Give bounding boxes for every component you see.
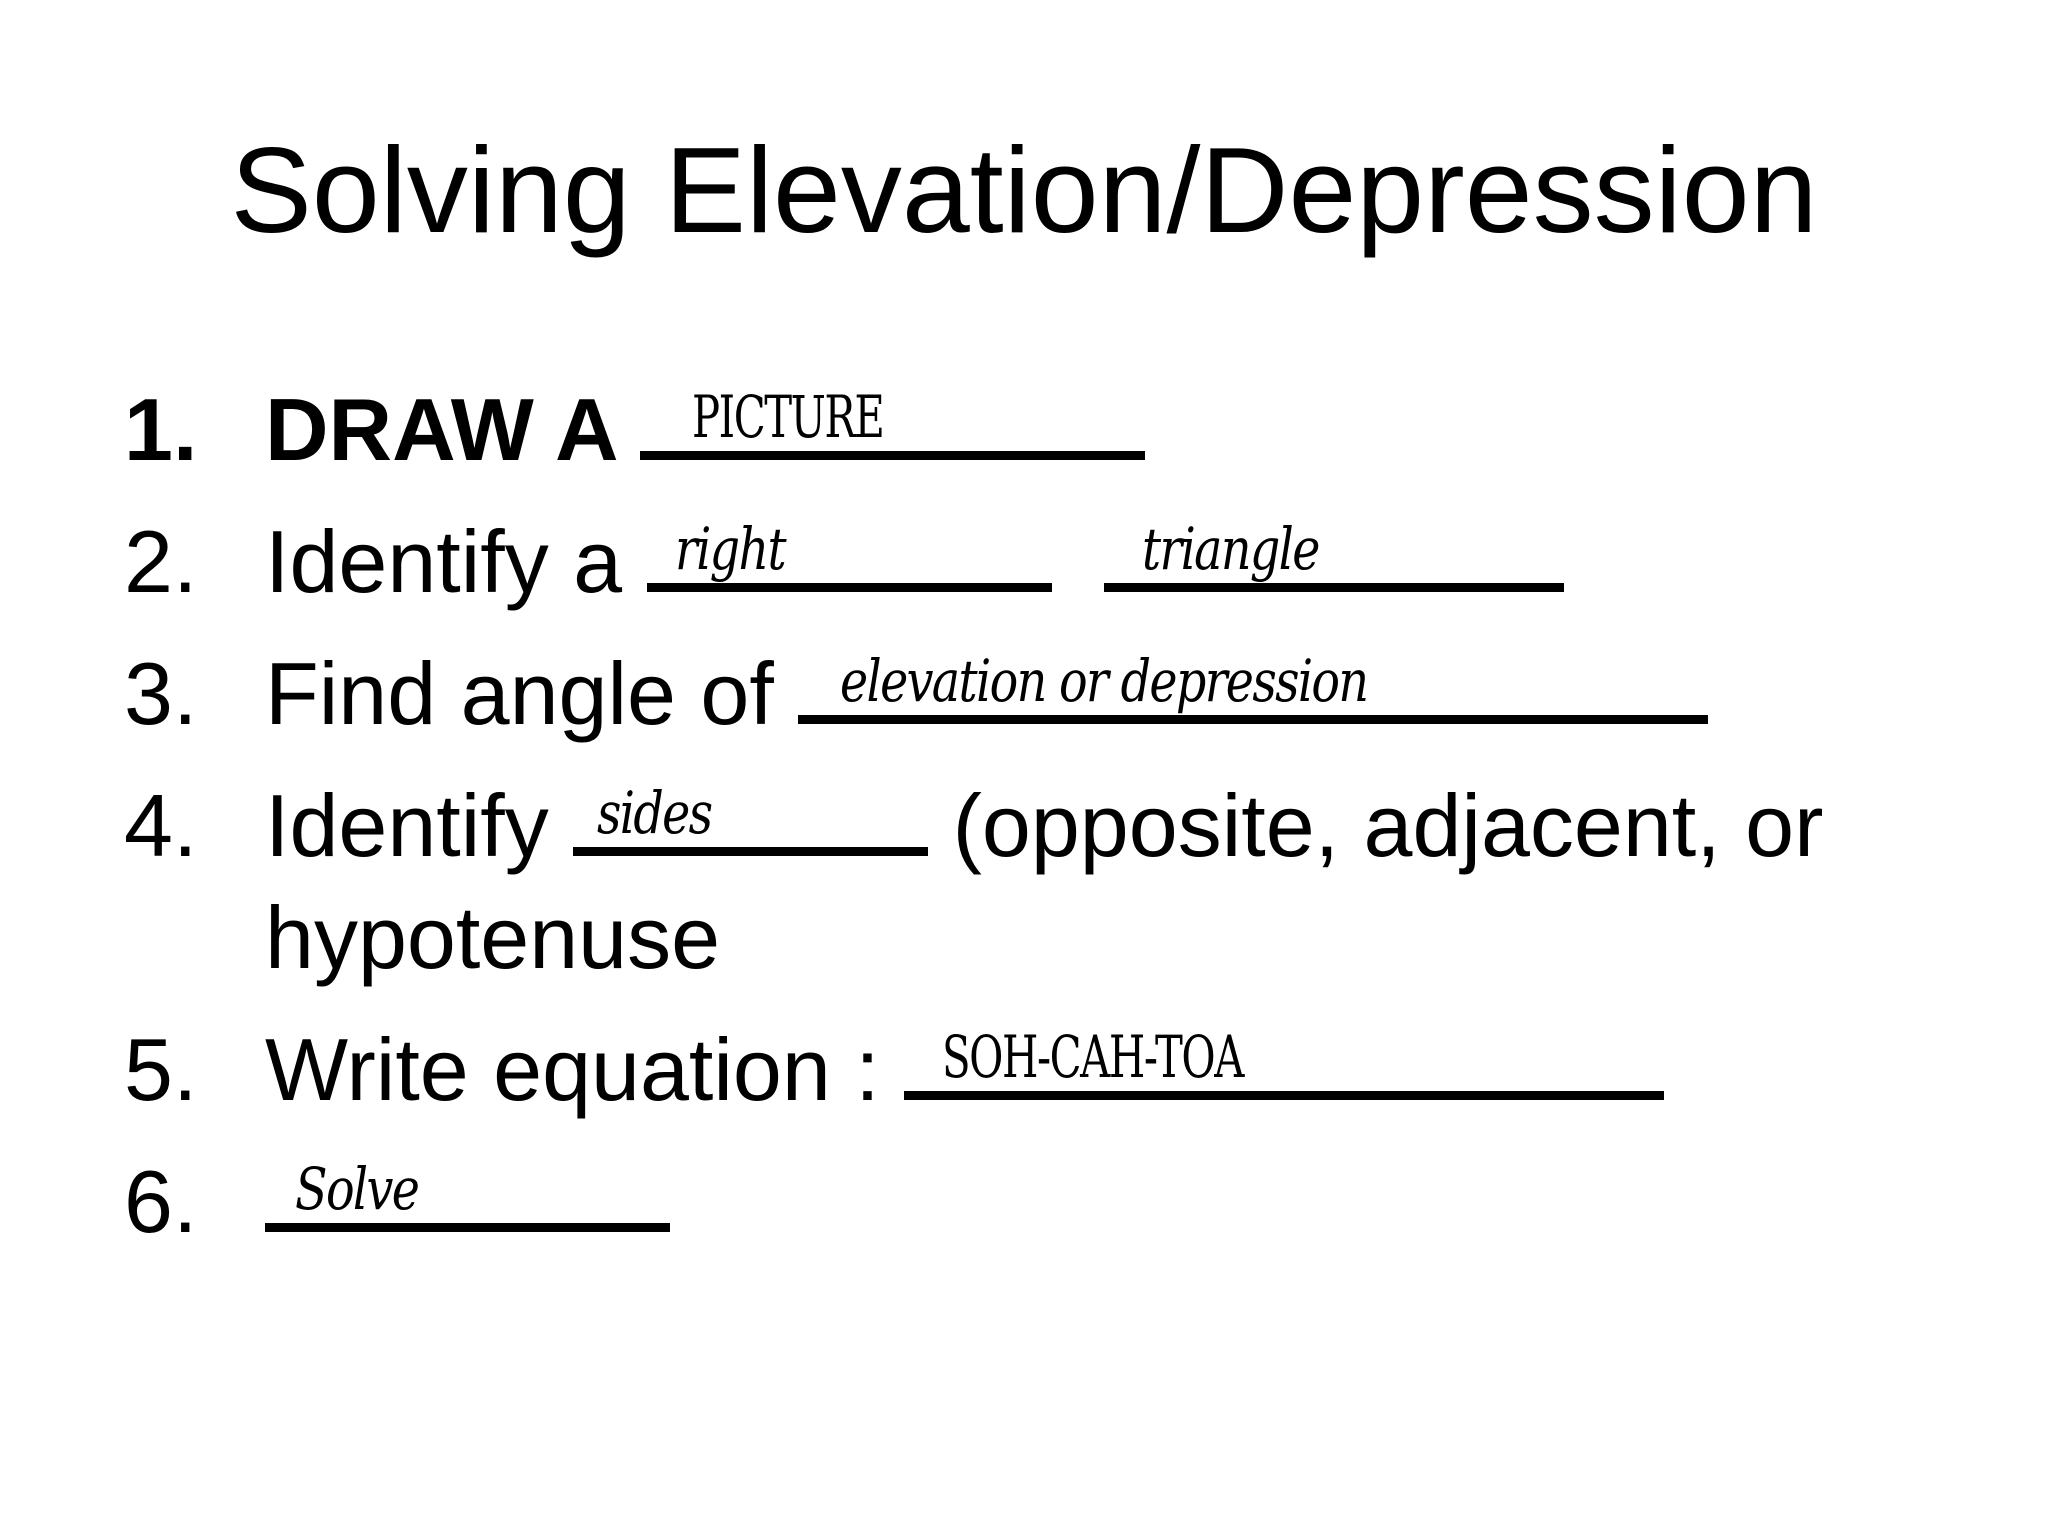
answer-blank (798, 647, 1708, 724)
step-number: 5. (124, 1020, 198, 1119)
step-prefix: Write equation : (265, 1020, 905, 1119)
handwritten-answer: Solve (295, 1155, 419, 1223)
step-text (265, 644, 1708, 744)
handwritten-answer: SOH-CAH-TOA (942, 1023, 1244, 1091)
step-prefix: Identify a (265, 512, 647, 611)
step-prefix: DRAW A (265, 380, 640, 479)
handwritten-answer: triangle (1141, 515, 1319, 583)
handwritten-answer: sides (597, 779, 712, 847)
step-text (265, 1152, 670, 1252)
step-text (265, 1020, 1664, 1120)
step-prefix: Identify (265, 776, 574, 875)
handwritten-answer: right (674, 515, 785, 583)
step-text (265, 776, 1823, 876)
answer-blank (573, 779, 928, 856)
step-text (265, 380, 1145, 480)
answer-blank (647, 515, 1052, 592)
step-number: 4. (124, 776, 198, 875)
step-number: 1. (124, 380, 198, 479)
step-suffix: (opposite, adjacent, or (928, 776, 1824, 875)
step-4-continuation: hypotenuse (265, 888, 721, 987)
answer-blank (640, 383, 1145, 460)
handwritten-answer: elevation or depression (840, 647, 1368, 715)
step-number: 2. (124, 512, 198, 611)
answer-blank (904, 1023, 1664, 1100)
slide-title: Solving Elevation/Depression (230, 122, 1818, 258)
step-prefix: Find angle of (265, 644, 799, 743)
step-text (265, 512, 1564, 612)
step-number: 3. (124, 644, 198, 743)
answer-blank (1104, 515, 1564, 592)
handwritten-answer: PICTURE (691, 383, 884, 451)
step-number: 6. (124, 1152, 198, 1251)
answer-blank (265, 1155, 670, 1232)
